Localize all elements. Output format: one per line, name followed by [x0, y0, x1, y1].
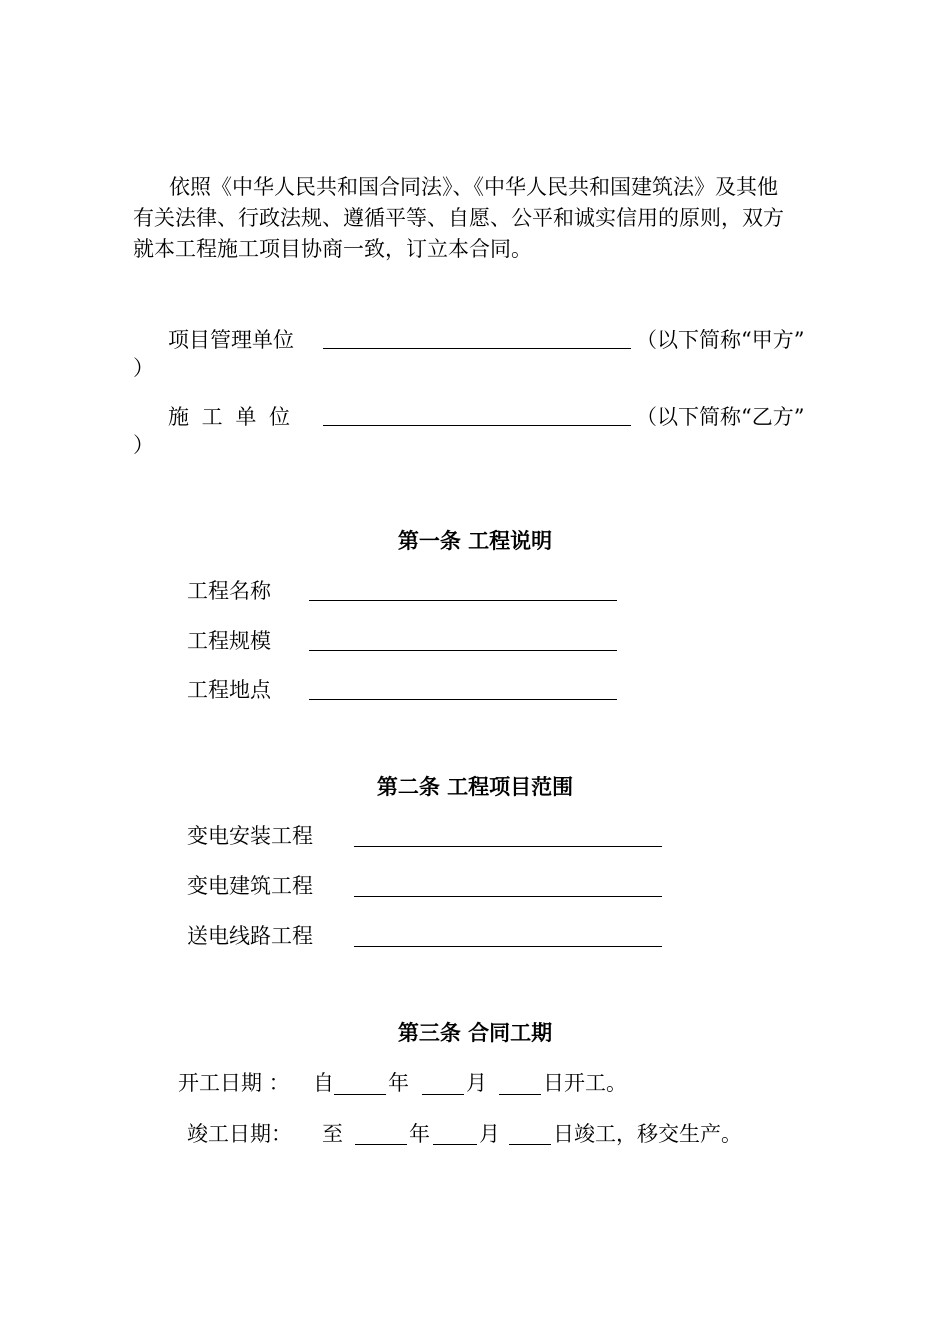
substation-install-label: 变电安装工程 — [187, 824, 313, 848]
end-day-text: 日竣工，移交生产。 — [553, 1122, 742, 1146]
end-to-text: 至 — [322, 1122, 343, 1146]
project-location-label: 工程地点 — [187, 678, 271, 702]
project-name-label: 工程名称 — [187, 579, 271, 603]
party-b-label: 施 工 单 位 — [168, 405, 294, 429]
intro-line-1: 依照《中华人民共和国合同法》、《中华人民共和国建筑法》及其他 — [169, 175, 778, 199]
party-b-close-paren: ） — [133, 433, 154, 457]
start-day-field[interactable] — [499, 1094, 541, 1095]
start-date-label: 开工日期 ： — [178, 1071, 290, 1095]
start-month-field[interactable] — [422, 1094, 464, 1095]
article-2-title: 第二条 工程项目范围 — [376, 774, 574, 799]
party-a-name-field[interactable] — [323, 348, 631, 349]
article-3-title: 第三条 合同工期 — [397, 1020, 553, 1045]
start-from-text: 自 — [313, 1071, 334, 1095]
party-b-name-field[interactable] — [323, 425, 631, 426]
article-1-title: 第一条 工程说明 — [397, 528, 553, 553]
project-location-field[interactable] — [309, 699, 617, 700]
end-date-label: 竣工日期： — [187, 1122, 292, 1146]
substation-building-label: 变电建筑工程 — [187, 874, 313, 898]
party-a-close-paren: ） — [133, 356, 154, 380]
transmission-line-field[interactable] — [354, 946, 662, 947]
substation-install-field[interactable] — [354, 846, 662, 847]
start-year-field[interactable] — [334, 1094, 386, 1095]
project-scale-field[interactable] — [309, 650, 617, 651]
start-month-text: 月 — [466, 1071, 487, 1095]
start-day-text: 日开工。 — [543, 1071, 627, 1095]
end-month-text: 月 — [479, 1122, 500, 1146]
party-a-suffix: （以下简称“甲方” — [636, 328, 805, 352]
intro-line-3: 就本工程施工项目协商一致，订立本合同。 — [133, 237, 532, 261]
project-name-field[interactable] — [309, 600, 617, 601]
end-month-field[interactable] — [433, 1144, 477, 1145]
project-scale-label: 工程规模 — [187, 629, 271, 653]
end-year-field[interactable] — [355, 1144, 407, 1145]
end-day-field[interactable] — [509, 1144, 551, 1145]
intro-paragraph — [133, 172, 833, 265]
party-a-label: 项目管理单位 — [168, 328, 294, 352]
end-year-text: 年 — [409, 1122, 430, 1146]
start-year-text: 年 — [388, 1071, 409, 1095]
transmission-line-label: 送电线路工程 — [187, 924, 313, 948]
party-b-suffix: （以下简称“乙方” — [636, 405, 805, 429]
intro-line-2: 有关法律、行政法规、遵循平等、自愿、公平和诚实信用的原则，双方 — [133, 206, 784, 230]
substation-building-field[interactable] — [354, 896, 662, 897]
